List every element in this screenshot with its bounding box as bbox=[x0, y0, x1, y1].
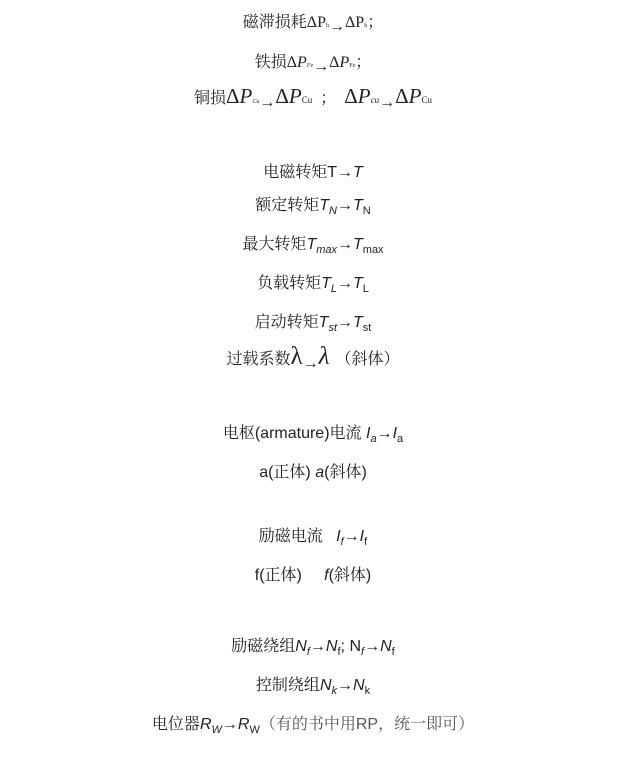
arrow: → bbox=[329, 18, 345, 35]
symbol-italic: T bbox=[318, 314, 329, 331]
subscript-italic: f bbox=[340, 536, 344, 548]
armature-note-line bbox=[0, 459, 626, 482]
subscript-italic: N bbox=[329, 205, 337, 217]
symbol-italic: N bbox=[325, 638, 338, 655]
symbol-italic: T bbox=[306, 236, 317, 253]
arrow: → bbox=[313, 58, 330, 75]
subscript-upright: f bbox=[337, 646, 341, 658]
subscript-italic: st bbox=[328, 322, 337, 334]
field-winding-label: 励磁绕组 bbox=[231, 638, 296, 655]
load-torque-label: 负载转矩 bbox=[257, 275, 322, 292]
armature-current-line bbox=[0, 420, 626, 443]
subscript-italic: k bbox=[331, 685, 337, 697]
symbol-italic: I bbox=[359, 528, 365, 545]
load-torque-line bbox=[0, 270, 626, 293]
subscript-italic: L bbox=[330, 283, 337, 295]
symbol-italic: T bbox=[353, 314, 363, 331]
symbol-upright: T bbox=[327, 164, 337, 181]
arrow: → bbox=[376, 425, 393, 442]
subscript-upright: k bbox=[364, 685, 371, 697]
subscript-upright: N bbox=[362, 205, 371, 217]
start-torque-line bbox=[0, 309, 626, 332]
subscript-italic: f bbox=[306, 646, 310, 658]
symbol-italic: I bbox=[365, 425, 371, 442]
field-current-label: 励磁电流 bbox=[258, 528, 323, 545]
field-winding-line bbox=[0, 633, 626, 656]
symbol-italic: N bbox=[319, 677, 332, 694]
copper-label: 铜损 bbox=[194, 90, 227, 107]
arrow: → bbox=[379, 94, 396, 111]
hysteresis-delta-p-upright: ΔPh bbox=[306, 14, 329, 31]
iron-loss-line bbox=[0, 49, 626, 75]
arrow: → bbox=[259, 94, 276, 111]
armature-label: 电枢(armature)电流 bbox=[222, 425, 362, 442]
separator: ; bbox=[340, 638, 345, 655]
subscript-upright: f bbox=[391, 646, 395, 658]
field-italic-note: (斜体) bbox=[328, 567, 372, 584]
em-torque-label: 电磁转矩 bbox=[263, 164, 328, 181]
overload-line bbox=[0, 343, 626, 371]
arrow: → bbox=[221, 716, 238, 733]
field-note-line bbox=[0, 562, 626, 585]
symbol-italic: T bbox=[321, 275, 331, 292]
symbol-italic: R bbox=[237, 716, 250, 733]
arrow: → bbox=[364, 638, 381, 655]
lambda-symbol-italic: λ bbox=[318, 343, 330, 370]
arrow: → bbox=[337, 314, 353, 331]
copper-loss-line bbox=[0, 84, 626, 109]
field-upright-note: f(正体) bbox=[254, 567, 302, 584]
symbol-upright: N bbox=[349, 638, 362, 655]
subscript-upright: st bbox=[362, 322, 372, 334]
copper-delta-p-4: ΔPCu bbox=[395, 84, 432, 108]
symbol-italic: I bbox=[336, 528, 341, 545]
arrow: → bbox=[337, 677, 353, 694]
subscript-upright: L bbox=[362, 283, 369, 295]
semicolon: ； bbox=[355, 54, 372, 71]
hysteresis-label: 磁滞损耗 bbox=[242, 14, 307, 31]
subscript-upright: a bbox=[397, 433, 404, 445]
armature-italic-symbol: a bbox=[315, 464, 325, 481]
armature-italic-note: (斜体) bbox=[324, 464, 367, 481]
iron-label: 铁损 bbox=[254, 54, 287, 71]
arrow: → bbox=[302, 355, 319, 372]
subscript-italic: W bbox=[211, 724, 222, 736]
subscript-italic: max bbox=[316, 244, 337, 256]
potentiometer-line bbox=[0, 711, 626, 734]
iron-delta-p-italic: ΔPFe bbox=[286, 54, 314, 71]
subscript-italic: f bbox=[361, 646, 365, 658]
subscript-upright: max bbox=[362, 244, 384, 256]
arrow: → bbox=[337, 197, 353, 214]
rated-torque-label: 额定转矩 bbox=[255, 197, 320, 214]
overload-note: （斜体） bbox=[335, 351, 400, 368]
potentiometer-label: 电位器 bbox=[151, 716, 200, 733]
start-torque-label: 启动转矩 bbox=[254, 314, 319, 331]
field-current-line bbox=[0, 523, 626, 546]
arrow: → bbox=[337, 275, 353, 292]
symbol-italic: T bbox=[353, 236, 363, 253]
arrow: → bbox=[337, 164, 353, 181]
lambda-symbol: λ bbox=[290, 343, 303, 370]
symbol-italic: T bbox=[319, 197, 330, 214]
control-winding-line bbox=[0, 672, 626, 695]
armature-upright-note: a(正体) bbox=[259, 464, 311, 481]
arrow: → bbox=[343, 528, 360, 545]
symbol-italic: N bbox=[380, 638, 392, 655]
field-italic-symbol: f bbox=[324, 567, 329, 584]
separator: ； bbox=[320, 90, 337, 107]
symbol-italic: N bbox=[353, 677, 365, 694]
max-torque-label: 最大转矩 bbox=[242, 236, 307, 253]
copper-delta-p-3: ΔPcu bbox=[344, 84, 380, 108]
subscript-upright: f bbox=[364, 536, 368, 548]
subscript-italic: a bbox=[370, 433, 377, 445]
rated-torque-line bbox=[0, 192, 626, 215]
symbol-italic: T bbox=[353, 164, 363, 181]
hysteresis-loss-line bbox=[0, 9, 626, 35]
iron-delta-p-upright: ΔPFe bbox=[329, 54, 356, 71]
symbol-italic: R bbox=[199, 716, 212, 733]
arrow: → bbox=[309, 638, 326, 655]
max-torque-line bbox=[0, 231, 626, 254]
overload-label: 过载系数 bbox=[226, 351, 291, 368]
arrow: → bbox=[337, 236, 353, 253]
control-winding-label: 控制绕组 bbox=[255, 677, 320, 694]
copper-delta-p-2: ΔPCu bbox=[275, 84, 313, 108]
symbol-italic: I bbox=[392, 425, 398, 442]
hysteresis-delta-p-upright-2: ΔPh bbox=[345, 14, 368, 31]
copper-delta-p-1: ΔPCu bbox=[226, 84, 260, 108]
symbol-italic: T bbox=[353, 275, 363, 292]
symbol-italic: N bbox=[295, 638, 307, 655]
potentiometer-note: （有的书中用RP，统一即可） bbox=[259, 716, 475, 733]
subscript-upright: W bbox=[249, 724, 260, 736]
em-torque-line bbox=[0, 159, 626, 182]
symbol-italic: T bbox=[353, 197, 363, 214]
semicolon: ； bbox=[367, 14, 384, 31]
